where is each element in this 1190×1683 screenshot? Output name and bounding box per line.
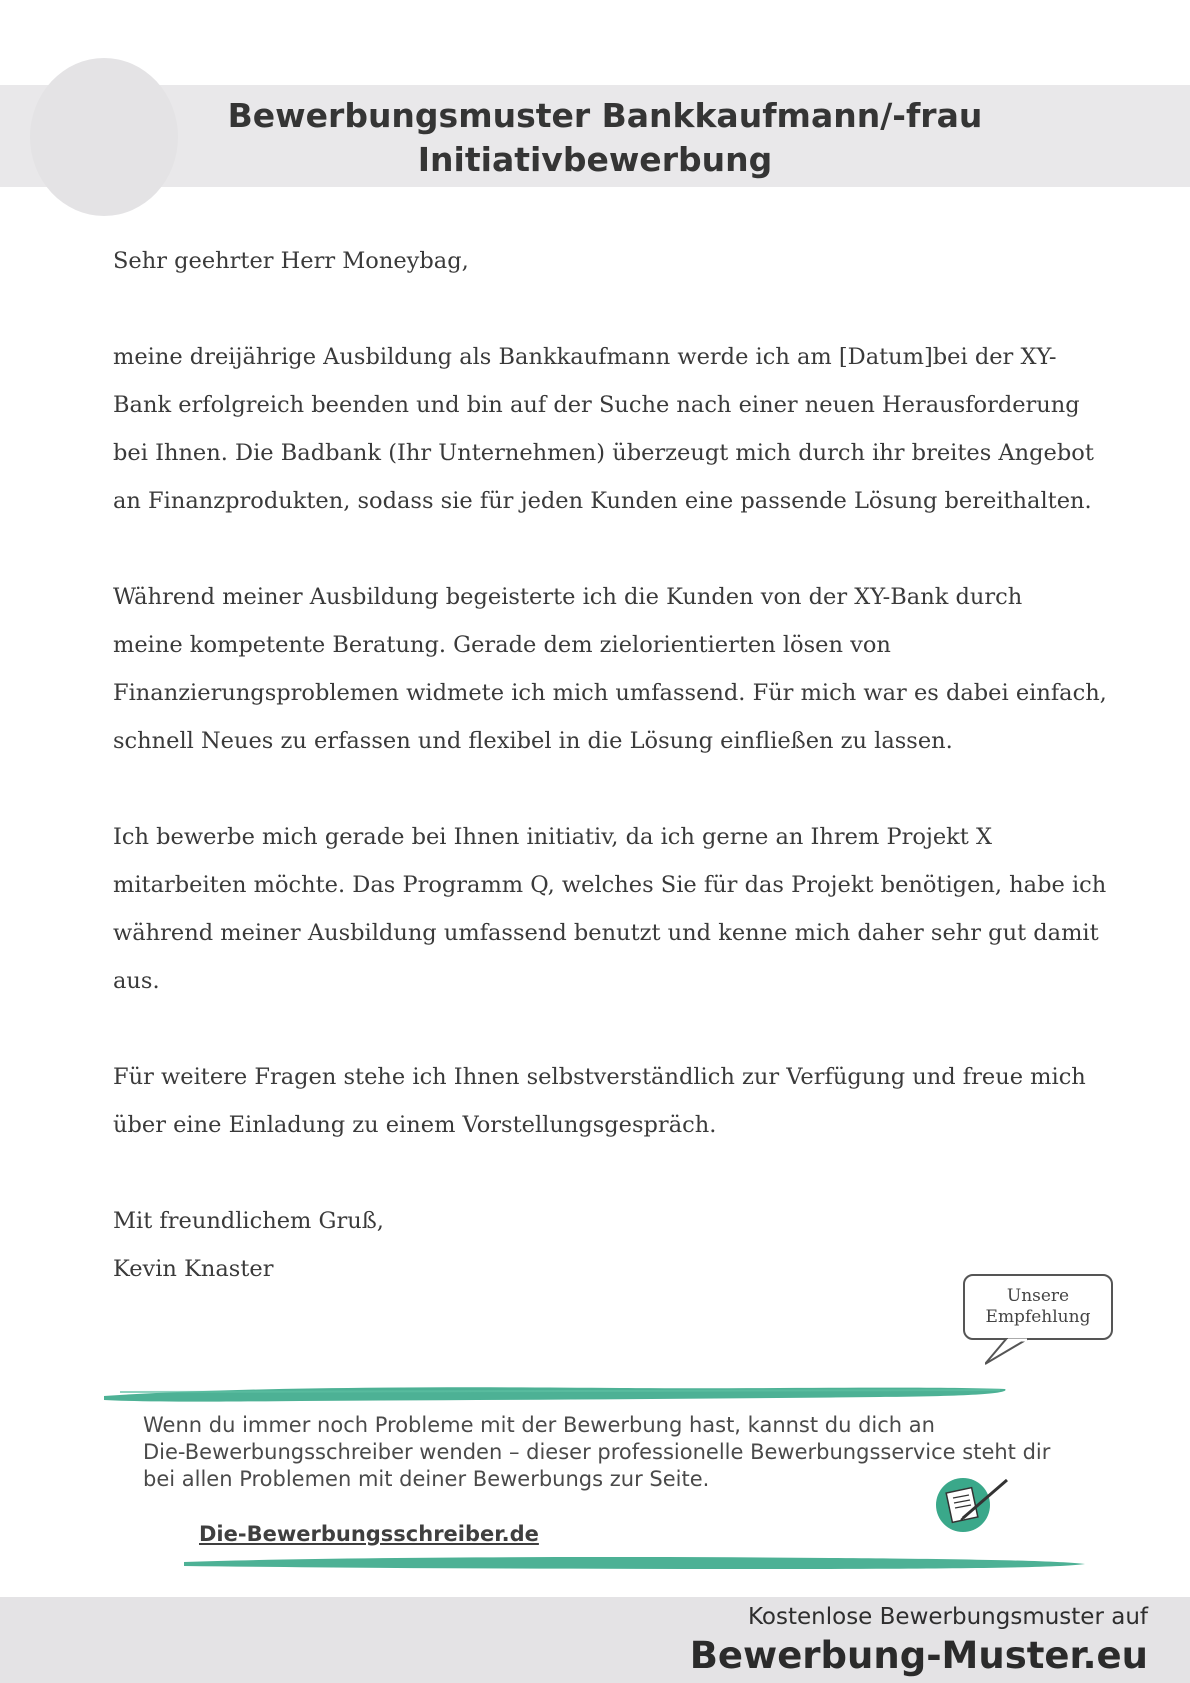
paragraph-line: über eine Einladung zu einem Vorstellungsgespräch.: [113, 1112, 717, 1138]
paragraph-1: [113, 333, 1093, 525]
paragraph-line: an Finanzprodukten, sodass sie für jeden Kunden eine passende Lösung bereithalten.: [113, 488, 1092, 514]
paragraph-line: während meiner Ausbildung umfassend benutzt und kenne mich daher sehr gut damit: [113, 920, 1099, 946]
paragraph-4: [113, 1053, 1093, 1149]
page-subtitle: Initiativbewerbung: [417, 140, 773, 179]
pen-paper-icon: [935, 1474, 1015, 1536]
paragraph-2: [113, 573, 1107, 765]
brush-stroke-bottom: [180, 1552, 1100, 1576]
promo-line: bei allen Problemen mit deiner Bewerbungs zur Seite.: [143, 1467, 710, 1491]
salutation: Sehr geehrter Herr Moneybag,: [113, 248, 469, 274]
promo-line: Die-Bewerbungsschreiber wenden – dieser professionelle Bewerbungsservice steht dir: [143, 1440, 1051, 1464]
bewerbungsschreiber-link[interactable]: Die-Bewerbungsschreiber.de: [199, 1522, 539, 1546]
paragraph-line: meine kompetente Beratung. Gerade dem zielorientierten lösen von: [113, 632, 891, 658]
footer-site-name: Bewerbung-Muster.eu: [689, 1634, 1148, 1677]
header-circle-decoration: [30, 58, 178, 216]
promo-line: Wenn du immer noch Probleme mit der Bewerbung hast, kannst du dich an: [143, 1413, 935, 1437]
paragraph-line: schnell Neues zu erfassen und flexibel in die Lösung einfließen zu lassen.: [113, 728, 953, 754]
closing-block: [113, 1197, 1093, 1293]
paragraph-line: Ich bewerbe mich gerade bei Ihnen initiativ, da ich gerne an Ihrem Projekt X: [113, 824, 993, 850]
speech-bubble-tail-icon: [985, 1338, 1035, 1368]
footer-tagline: Kostenlose Bewerbungsmuster auf: [748, 1604, 1148, 1630]
paragraph-line: Finanzierungsproblemen widmete ich mich umfassend. Für mich war es dabei einfach,: [113, 680, 1107, 706]
paragraph-line: Bank erfolgreich beenden und bin auf der Suche nach einer neuen Herausforderung: [113, 392, 1080, 418]
page-title: Bewerbungsmuster Bankkaufmann/-frau: [227, 96, 983, 135]
letter-body: [113, 237, 1107, 1293]
brush-stroke-top: [100, 1380, 1020, 1406]
signature: Kevin Knaster: [113, 1256, 274, 1282]
paragraph-3: [113, 813, 1107, 1005]
recommendation-line2: Empfehlung: [985, 1307, 1091, 1327]
recommendation-bubble: [963, 1274, 1113, 1340]
closing: Mit freundlichem Gruß,: [113, 1208, 384, 1234]
recommendation-line1: Unsere: [1006, 1286, 1070, 1306]
paragraph-line: Für weitere Fragen stehe ich Ihnen selbstverständlich zur Verfügung und freue mich: [113, 1064, 1086, 1090]
paragraph-line: meine dreijährige Ausbildung als Bankkaufmann werde ich am [Datum]bei der XY-: [113, 344, 1057, 370]
paragraph-line: mitarbeiten möchte. Das Programm Q, welches Sie für das Projekt benötigen, habe ich: [113, 872, 1107, 898]
paragraph-line: aus.: [113, 968, 160, 994]
paragraph-line: bei Ihnen. Die Badbank (Ihr Unternehmen) überzeugt mich durch ihr breites Angebot: [113, 440, 1094, 466]
paragraph-line: Während meiner Ausbildung begeisterte ich die Kunden von der XY-Bank durch: [113, 584, 1023, 610]
